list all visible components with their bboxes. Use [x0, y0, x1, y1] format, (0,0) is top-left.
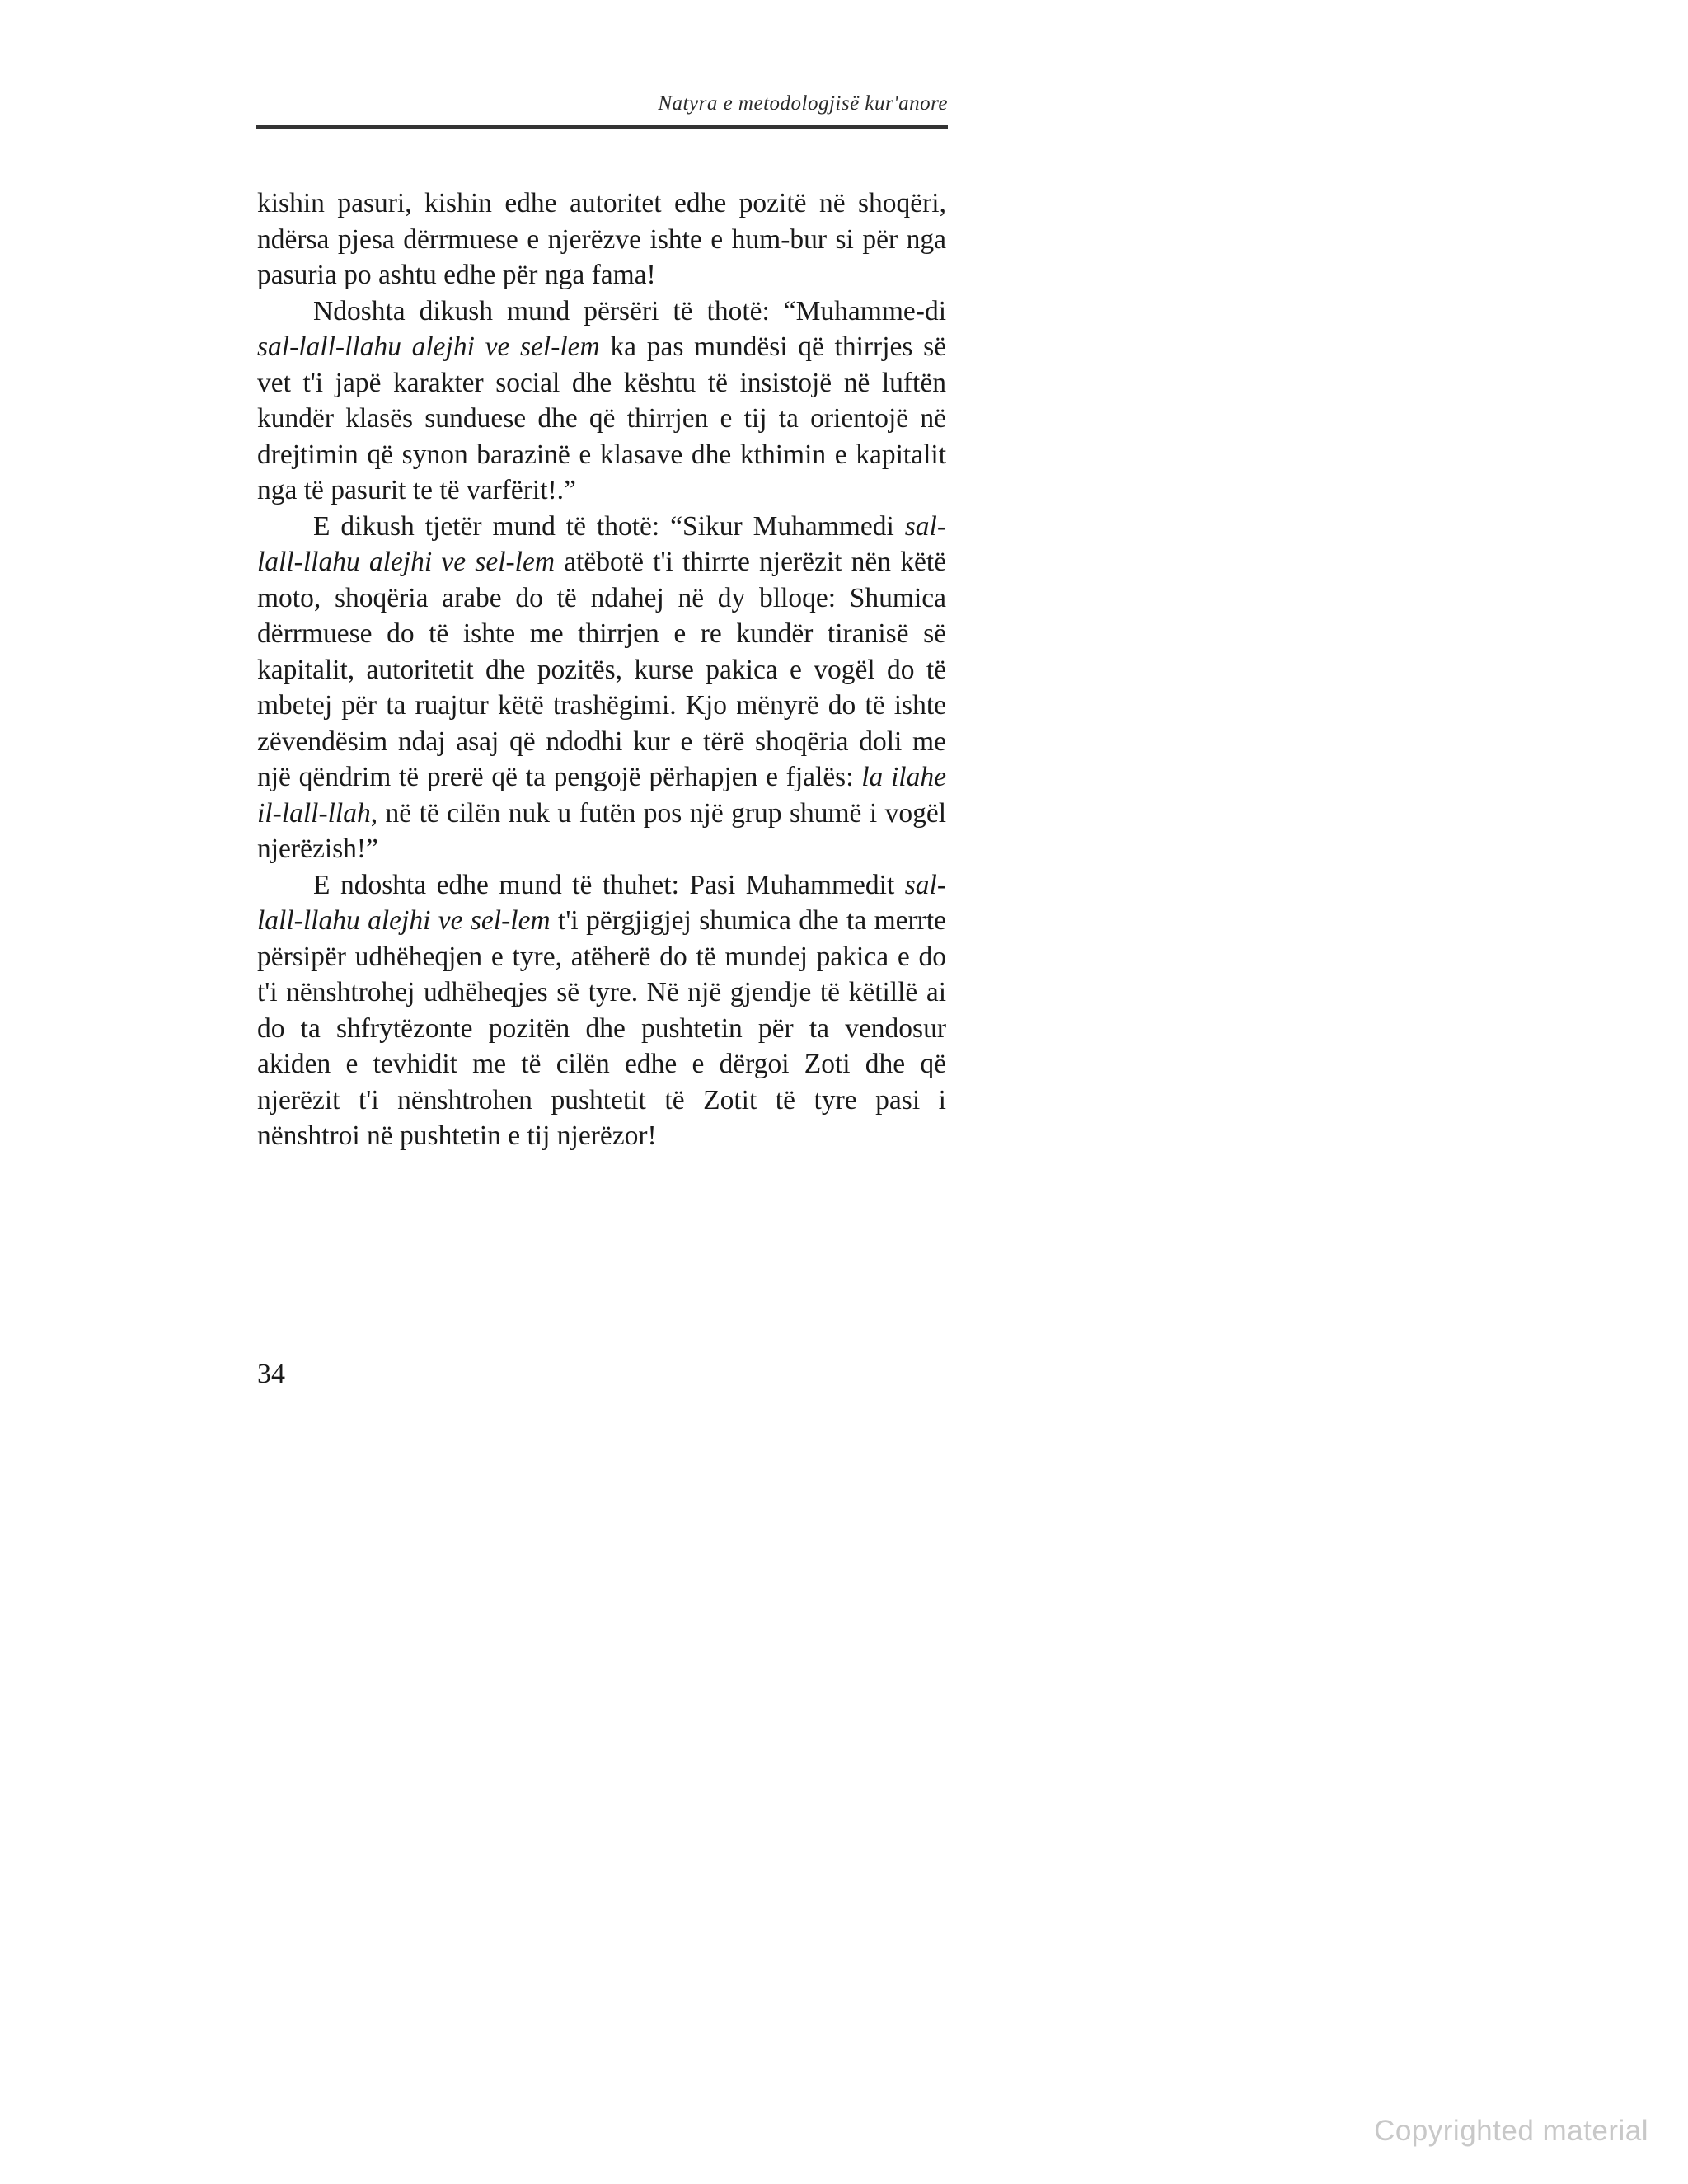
paragraph: [257, 509, 946, 867]
text-segment: E dikush tjetër mund të thotë: “Sikur Muhammedi: [313, 510, 905, 542]
text-segment: ka pas mundësi që thirrjes së vet t'i japë karakter social dhe kështu të insistojë në luftën kundër klasës sunduese dhe që thirrjen e tij ta orientojë në drejtimin që synon barazinë e klasave dhe kthimin e kapitalit nga të pasurit te të varfërit!.”: [257, 331, 946, 505]
text-segment: , në të cilën nuk u futën pos një grup shumë i vogël njerëzish!”: [257, 797, 946, 864]
header-rule: [256, 125, 948, 129]
text-segment: Ndoshta dikush mund përsëri të thotë: “Muhamme-di: [313, 295, 946, 326]
italic-phrase: sal-lall-llahu alejhi ve sel-lem: [257, 331, 600, 362]
italic-phrase: la ilahe il-lall-llah: [257, 762, 946, 829]
italic-phrase: sal-lall-llahu alejhi ve sel-lem: [257, 869, 946, 936]
paragraph: [257, 294, 946, 509]
page-number: 34: [257, 1359, 285, 1389]
text-segment: kishin pasuri, kishin edhe autoritet edhe pozitë në shoqëri, ndërsa pjesa dërrmuese e njerëzve ishte e hum-bur si për nga pasuria po ashtu edhe për nga fama!: [257, 188, 946, 290]
running-header: Natyra e metodologjisë kur'anore: [658, 92, 948, 115]
text-segment: t'i përgjigjej shumica dhe ta merrte përsipër udhëheqjen e tyre, atëherë do të mundej pakica e do t'i nënshtrohej udhëheqjes së tyre. Në një gjendje të këtillë ai do ta shfrytëzonte pozitën dhe pushtetin për ta vendosur akiden e tevhidit me të cilën edhe e dërgoi Zoti dhe që njerëzit t'i nënshtrohen pushtetit të Zotit të tyre pasi i nënshtroi në pushtetin e tij njerëzor!: [257, 905, 946, 1151]
italic-phrase: sal-lall-llahu alejhi ve sel-lem: [257, 510, 946, 577]
paragraph: [257, 867, 946, 1154]
copyright-watermark: Copyrighted material: [1374, 2115, 1648, 2147]
paragraph: [257, 186, 946, 294]
text-segment: E ndoshta edhe mund të thuhet: Pasi Muhammedit: [313, 869, 905, 900]
body-text: [257, 186, 946, 1154]
text-segment: atëbotë t'i thirrte njerëzit nën këtë moto, shoqëria arabe do të ndahej në dy blloqe: Shumica dërrmuese do të ishte me thirrjen e re kundër tiranisë së kapitalit, autoritetit dhe pozitës, kurse pakica e vogël do të mbetej për ta ruajtur këtë trashëgimi. Kjo mënyrë do të ishte zëvendësim ndaj asaj që ndodhi kur e tërë shoqëria doli me një qëndrim të prerë që ta pengojë përhapjen e fjalës:: [257, 547, 946, 792]
